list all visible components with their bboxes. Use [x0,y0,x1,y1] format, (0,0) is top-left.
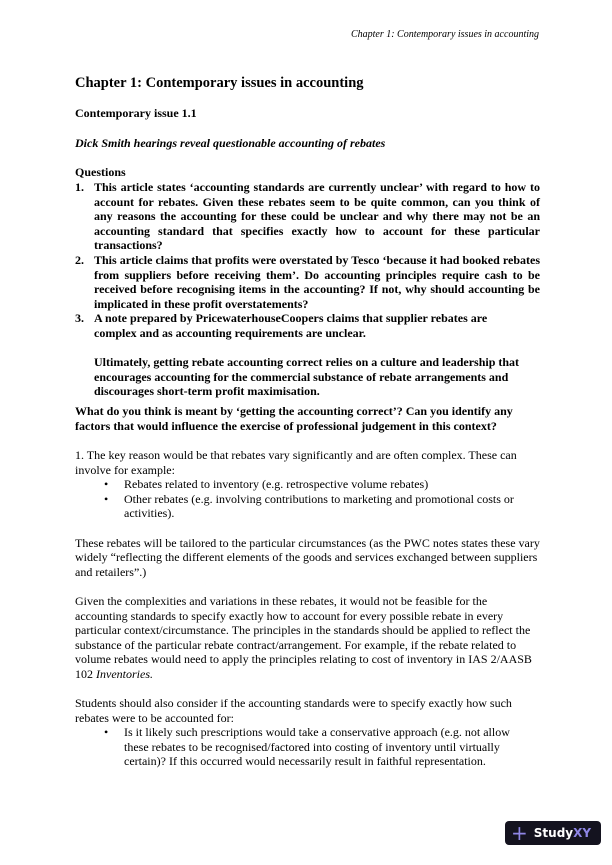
question-item [75,253,540,311]
chapter-title: Chapter 1: Contemporary issues in accounting [75,75,364,91]
question-item [75,180,540,253]
question-text: A note prepared by PricewaterhouseCoopers claims that supplier rebates are complex and as accounting requirements are unclear. [94,311,488,340]
paragraph-text: Given the complexities and variations in these rebates, it would not be feasible for the accounting standards to specify exactly how to account for every possible rebate in every particular context/circumstance. The principles in the standards should be applied to reflect the substance of the particular rebate contract/arrangement. For example, if the rebate related to volume rebates would need to apply the principles relating to cost of inventory in IAS 2/AASB 102 [75,593,532,681]
issue-heading: Contemporary issue 1.1 [75,106,197,120]
answer-intro: 1. The key reason would be that rebates vary significantly and are often complex. These can involve for example: [75,448,517,477]
bullet-icon: • [104,491,109,506]
answer [75,448,540,769]
list-item-text: Other rebates (e.g. involving contributions to marketing and promotional costs or activities). [124,491,514,521]
list-item-text: Is it likely such prescriptions would take a conservative approach (e.g. not allow these rebates to be recognised/factored into costing of inventory until virtually certain)? If this occurred would necessarily result in faithful representation. [124,725,510,769]
studyxy-logo[interactable] [505,821,601,845]
question-item [75,311,540,399]
plus-icon: + [511,821,528,845]
questions-heading: Questions [75,165,126,179]
list-item [75,725,520,769]
question-number: 2. [75,252,84,267]
considerations-list [75,725,540,769]
question-text: This article states ‘accounting standards are currently unclear’ with regard to how to account for rebates. Given these rebates seem to be quite common, can you think of any reasons the accounting for these could be unclear and why there may not be an accounting standard that specifies exactly how to account for these particular transactions? [94,180,540,253]
question-quote: Ultimately, getting rebate accounting correct relies on a culture and leadership that encourages accounting for the commercial substance of rebate arrangements and discourages short-term profit maximisation. [94,355,520,399]
answer-paragraph: These rebates will be tailored to the particular circumstances (as the PWC notes states these vary widely “reflecting the different elements of the goods and services exchanged between suppliers and retailers”.) [75,535,540,579]
logo-text-accent: XY [573,825,592,840]
running-header: Chapter 1: Contemporary issues in accounting [350,29,539,40]
list-item-text: Rebates related to inventory (e.g. retrospective volume rebates) [124,477,429,492]
followup-question: What do you think is meant by ‘getting the accounting correct’? Can you identify any factors that would influence the exercise of professional judgement in this context? [75,404,513,433]
list-item [75,492,540,521]
logo-text: Study [533,825,574,840]
question-number: 1. [75,180,84,194]
questions-list [75,180,540,399]
rebate-types-list [75,477,540,521]
bullet-icon: • [104,477,109,492]
bullet-icon: • [104,725,109,740]
question-text: This article claims that profits were overstated by Tesco ‘because it had booked rebates from suppliers before receiving them’. Do accounting principles require cash to be received before recognising items in the accounting? If not, why should accounting be implicated in these profit overstatements? [94,252,540,311]
standard-name: Inventories. [96,666,153,681]
list-item [75,477,540,492]
answer-paragraph [75,594,540,682]
question-number: 3. [75,311,84,326]
article-title: Dick Smith hearings reveal questionable accounting of rebates [75,136,386,150]
answer-paragraph: Students should also consider if the accounting standards were to specify exactly how such rebates were to be accounted for: [75,696,512,725]
